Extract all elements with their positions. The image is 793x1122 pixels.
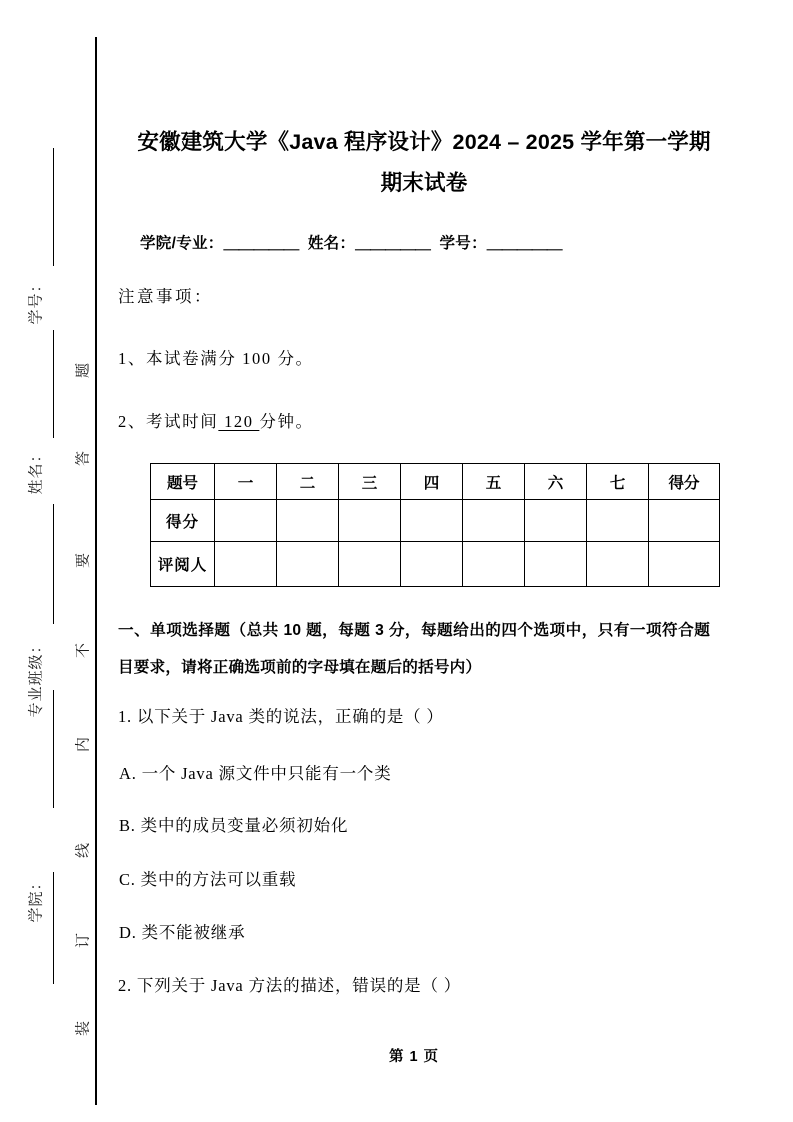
student-name-blank[interactable]: ＿＿＿＿＿ [355, 235, 431, 252]
table-header-q5: 五 [463, 464, 525, 500]
rail-label-class: 专业班级： [28, 637, 45, 718]
college-major-blank[interactable]: ＿＿＿＿＿ [223, 235, 299, 252]
page-footer: 第 1 页 [388, 1049, 440, 1065]
grader-cell[interactable] [649, 542, 720, 587]
rail-label-college: 学院： [28, 874, 45, 923]
score-cell[interactable] [463, 500, 525, 542]
student-id-label: 学号： [439, 235, 487, 252]
rail-segment-2 [53, 330, 54, 438]
score-cell[interactable] [587, 500, 649, 542]
rail-main-vertical-line [95, 37, 97, 1105]
score-cell[interactable] [401, 500, 463, 542]
table-header-q6: 六 [525, 464, 587, 500]
score-cell[interactable] [215, 500, 277, 542]
question-1-option-a[interactable]: A. 一个 Java 源文件中只能有一个类 [119, 764, 392, 783]
exam-body [118, 0, 718, 1122]
score-cell[interactable] [525, 500, 587, 542]
rail-label-name: 姓名： [28, 446, 45, 495]
table-row-header [151, 464, 720, 500]
table-header-total: 得分 [649, 464, 720, 500]
grader-cell[interactable] [401, 542, 463, 587]
seal-binding-rail [0, 0, 120, 1122]
score-table [150, 463, 720, 587]
score-cell[interactable] [649, 500, 720, 542]
grader-cell[interactable] [463, 542, 525, 587]
grader-cell[interactable] [277, 542, 339, 587]
table-header-q3: 三 [339, 464, 401, 500]
student-identity-line [140, 231, 720, 253]
rail-segment-1 [53, 148, 54, 266]
student-name-label: 姓名： [307, 235, 356, 252]
table-rowlabel-grader: 评阅人 [151, 542, 215, 587]
seal-char-4: 不 [75, 643, 92, 659]
seal-char-7: 订 [75, 933, 92, 949]
score-cell[interactable] [339, 500, 401, 542]
grader-cell[interactable] [587, 542, 649, 587]
notice-item-2-suffix: 分钟。 [259, 412, 314, 431]
seal-char-8: 装 [75, 1021, 92, 1037]
notice-item-1: 1、本试卷满分 100 分。 [118, 349, 314, 368]
table-header-q1: 一 [215, 464, 277, 500]
college-major-label: 学院/专业： [140, 235, 224, 252]
table-header-question-no: 题号 [151, 464, 215, 500]
table-header-q2: 二 [277, 464, 339, 500]
grader-cell[interactable] [339, 542, 401, 587]
question-2-text: 2. 下列关于 Java 方法的描述，错误的是（ ） [118, 976, 461, 995]
question-1-option-d[interactable]: D. 类不能被继承 [119, 923, 246, 942]
seal-char-2: 答 [75, 451, 92, 467]
student-id-blank[interactable]: ＿＿＿＿＿ [486, 235, 562, 252]
rail-segment-4 [53, 690, 54, 808]
seal-char-5: 内 [75, 737, 92, 753]
rail-label-student-id: 学号： [28, 276, 45, 325]
grader-cell[interactable] [215, 542, 277, 587]
notice-item-2 [118, 408, 314, 432]
score-cell[interactable] [277, 500, 339, 542]
table-header-q7: 七 [587, 464, 649, 500]
question-1-text: 1. 以下关于 Java 类的说法，正确的是（ ） [118, 707, 444, 726]
section-one-heading: 一、单项选择题（总共 10 题，每题 3 分，每题给出的四个选项中，只有一项符合题目要求，请将正确选项前的字母填在题后的括号内） [118, 622, 710, 676]
table-row-grader [151, 542, 720, 587]
rail-segment-5 [53, 872, 54, 984]
notice-heading: 注意事项： [118, 287, 213, 306]
seal-char-3: 要 [75, 553, 92, 569]
table-row-score [151, 500, 720, 542]
question-1-option-b[interactable]: B. 类中的成员变量必须初始化 [119, 816, 349, 835]
table-header-q4: 四 [401, 464, 463, 500]
notice-item-2-prefix: 2、考试时间 [118, 412, 219, 431]
page-title: 安徽建筑大学《Java 程序设计》2024 – 2025 学年第一学期期末试卷 [137, 130, 711, 195]
grader-cell[interactable] [525, 542, 587, 587]
table-rowlabel-score: 得分 [151, 500, 215, 542]
question-1-option-c[interactable]: C. 类中的方法可以重载 [119, 870, 297, 889]
exam-duration-value: 120 [218, 412, 260, 431]
seal-char-1: 题 [75, 363, 92, 379]
seal-char-6: 线 [75, 843, 92, 859]
rail-segment-3 [53, 504, 54, 624]
